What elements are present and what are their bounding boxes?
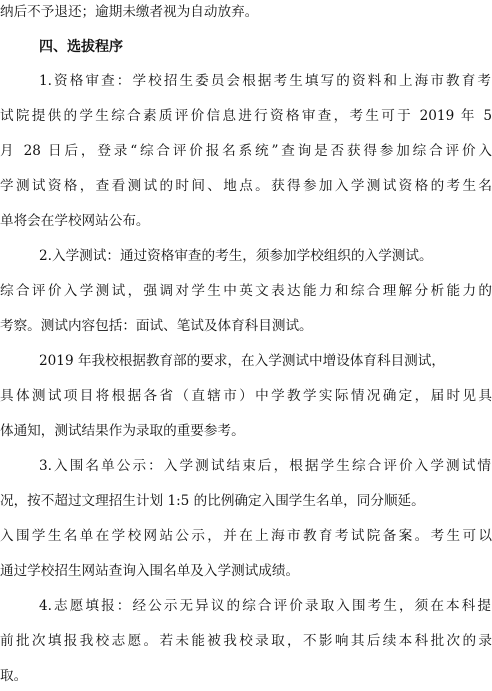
paragraph-line: 况，按不超过文理招生计划 1:5 的比例确定入围学生名单，同分顺延。 [0,493,425,509]
paragraph-line: 1.资格审查：学校招生委员会根据考生填写的资料和上海市教育考 [39,73,491,89]
paragraph-line: 考察。测试内容包括：面试、笔试及体育科目测试。 [0,318,313,334]
paragraph-line: 通过学校招生网站查询入围名单及入学测试成绩。 [0,563,300,579]
paragraph-line: 学测试资格，查看测试的时间、地点。获得参加入学测试资格的考生名 [0,178,492,194]
paragraph-line: 4.志愿填报：经公示无异议的综合评价录取入围考生，须在本科提 [39,598,491,614]
paragraph-line: 3.入围名单公示：入学测试结束后，根据学生综合评价入学测试情 [39,458,491,474]
paragraph-line: 综合评价入学测试，强调对学生中英文表达能力和综合理解分析能力的 [0,283,492,299]
paragraph-line: 试院提供的学生综合素质评价信息进行资格审查，考生可于 2019 年 5 [0,108,492,124]
paragraph-line: 单将会在学校网站公布。 [0,213,150,229]
paragraph-line: 取。 [0,668,28,684]
paragraph-line: 入围学生名单在学校网站公示，并在上海市教育考试院备案。考生可以 [0,528,492,544]
paragraph-line: 月 28 日后，登录“综合评价报名系统”查询是否获得参加综合评价入 [0,143,492,159]
paragraph-line: 前批次填报我校志愿。若未能被我校录取，不影响其后续本科批次的录 [0,633,492,649]
section-heading: 四、选拔程序 [39,39,123,55]
paragraph-line: 具体测试项目将根据各省（直辖市）中学教学实际情况确定，届时见具 [0,388,492,404]
paragraph-line: 2.入学测试：通过资格审查的考生，须参加学校组织的入学测试。 [39,248,433,264]
paragraph-line: 2019 年我校根据教育部的要求，在入学测试中增设体育科目测试， [39,353,445,369]
body-line: 纳后不予退还；逾期未缴者视为自动放弃。 [0,4,259,20]
paragraph-line: 体通知，测试结果作为录取的重要参考。 [0,423,245,439]
